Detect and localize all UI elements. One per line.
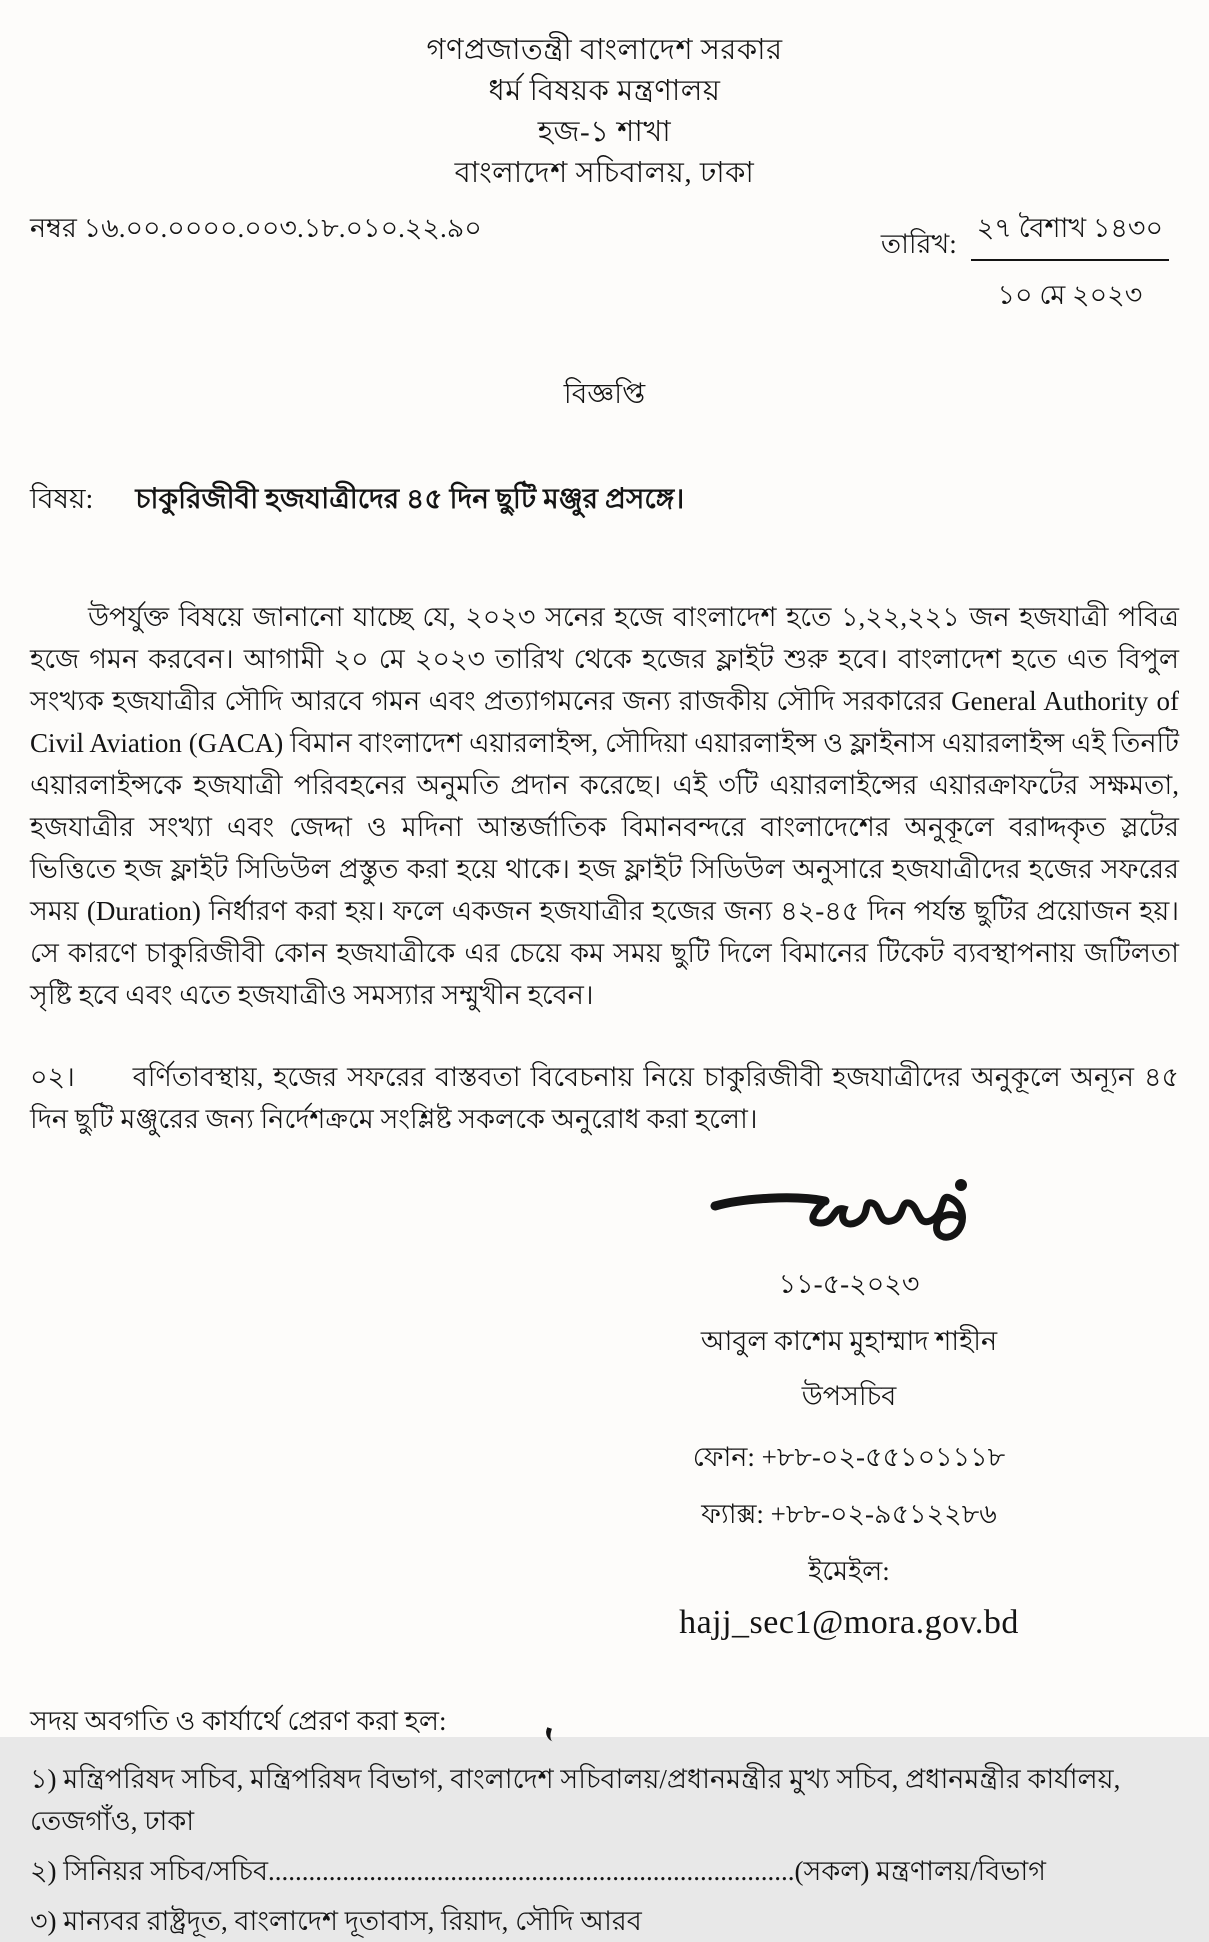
body-paragraph-1: উপর্যুক্ত বিষয়ে জানানো যাচ্ছে যে, ২০২৩ সনের হজে বাংলাদেশ হতে ১,২২,২২১ জন হজযাত্রী পবিত্র হজে গমন করবেন। আগামী ২০ মে ২০২৩ তারিখ থেকে হজের ফ্লাইট শুরু হবে। বাংলাদেশ হতে এত বিপুল সংখ্যক হজযাত্রীর সৌদি আরবে গমন এবং প্রত্যাগমনের জন্য রাজকীয় সৌদি সরকারের General Authority of Civil Aviation (GACA) বিমান বাংলাদেশ এয়ারলাইন্স, সৌদিয়া এয়ারলাইন্স ও ফ্লাইনাস এয়ারলাইন্স এই তিনটি এয়ারলাইন্সকে হজযাত্রী পরিবহনের অনুমতি প্রদান করেছে। এই ৩টি এয়ারলাইন্সের এয়ারক্রাফটের সক্ষমতা, হজযাত্রীর সংখ্যা এবং জেদ্দা ও মদিনা আন্তর্জাতিক বিমানবন্দরে বাংলাদেশের অনুকূলে বরাদ্দকৃত স্লটের ভিত্তিতে হজ ফ্লাইট সিডিউল প্রস্তুত করা হয়ে থাকে। হজ ফ্লাইট সিডিউল অনুসারে হজযাত্রীদের হজের সফরের সময় (Duration) নির্ধারণ করা হয়। ফলে একজন হজযাত্রীর হজের জন্য ৪২-৪৫ দিন পর্যন্ত ছুটির প্রয়োজন হয়। সে কারণে চাকুরিজীবী কোন হজযাত্রীকে এর চেয়ে কম সময় ছুটি দিলে বিমানের টিকেট ব্যবস্থাপনায় জটিলতা সৃষ্টি হবে এবং এতে হজযাত্রীও সমস্যার সম্মুখীন হবেন। (30, 602, 1179, 1010)
distribution-item-2: ২) সিনিয়র সচিব/সচিব..............................................................................(সকল) মন্ত্রণালয়/বিভাগ (30, 1856, 1046, 1886)
distribution-item-1: ১) মন্ত্রিপরিষদ সচিব, মন্ত্রিপরিষদ বিভাগ, বাংলাদেশ সচিবালয়/প্রধানমন্ত্রীর মুখ্য সচিব, প্রধানমন্ত্রীর কার্যালয়, তেজগাঁও, ঢাকা (30, 1764, 1121, 1836)
subject-text: চাকুরিজীবী হজযাত্রীদের ৪৫ দিন ছুটি মঞ্জুর প্রসঙ্গে। (135, 484, 685, 515)
paragraph-2-number: ০২। (30, 1062, 75, 1092)
paragraph-2-text: বর্ণিতাবস্থায়, হজের সফরের বাস্তবতা বিবেচনায় নিয়ে চাকুরিজীবী হজযাত্রীদের অনুকূলে অন্যূন ৪৫ দিন ছুটি মঞ্জুরের জন্য নির্দেশক্রমে সংশ্লিষ্ট সকলকে অনুরোধ করা হলো। (30, 1062, 1179, 1134)
memo-number-line (30, 208, 482, 253)
memo-number: ১৬.০০.০০০০.০০৩.১৮.০১০.২২.৯০ (83, 213, 482, 243)
subject-row (30, 477, 1179, 524)
subject-label: বিষয়: (30, 484, 94, 515)
signatory-phone: ফোন: +৮৮-০২-৫৫১০১১১৮ (692, 1442, 1006, 1472)
distribution-heading: সদয় অবগতি ও কার্যার্থে প্রেরণ করা হল: (30, 1706, 447, 1736)
letterhead (30, 30, 1179, 194)
signatory-designation: উপসচিব (801, 1381, 897, 1411)
signatory-name: আবুল কাশেম মুহাম্মাদ শাহীন (700, 1326, 998, 1356)
signature-block (634, 1168, 1064, 1642)
bangla-date: ২৭ বৈশাখ ১৪৩০ (971, 208, 1169, 261)
notice-title: বিজ্ঞপ্তি (563, 379, 646, 410)
handwritten-signature-icon (709, 1168, 989, 1254)
distribution-item-3: ৩) মান্যবর রাষ্ট্রদূত, বাংলাদেশ দূতাবাস, রিয়াদ, সৌদি আরব (30, 1906, 642, 1936)
signatory-fax: ফ্যাক্স: +৮৮-০২-৯৫১২২৮৬ (701, 1499, 997, 1529)
gregorian-date: ১০ মে ২০২৩ (997, 280, 1143, 310)
body-paragraph-2 (30, 1056, 1179, 1140)
date-block (881, 208, 1169, 320)
memo-label: নম্বর (30, 213, 77, 243)
date-label: তারিখ: (880, 229, 957, 259)
secretariat-name: বাংলাদেশ সচিবালয়, ঢাকা (454, 157, 755, 189)
signature-date: ১১-৫-২০২৩ (778, 1269, 920, 1299)
branch-name: হজ-১ শাখা (537, 116, 672, 148)
distribution-list (30, 1700, 1179, 1942)
meta-row (30, 208, 1179, 320)
date-stack (971, 208, 1169, 320)
email-label: ইমেইল: (808, 1556, 890, 1586)
ministry-name: ধর্ম বিষয়ক মন্ত্রণালয় (488, 75, 721, 107)
email-address: hajj_sec1@mora.gov.bd (679, 1604, 1019, 1641)
government-name: গণপ্রজাতন্ত্রী বাংলাদেশ সরকার (426, 34, 783, 66)
